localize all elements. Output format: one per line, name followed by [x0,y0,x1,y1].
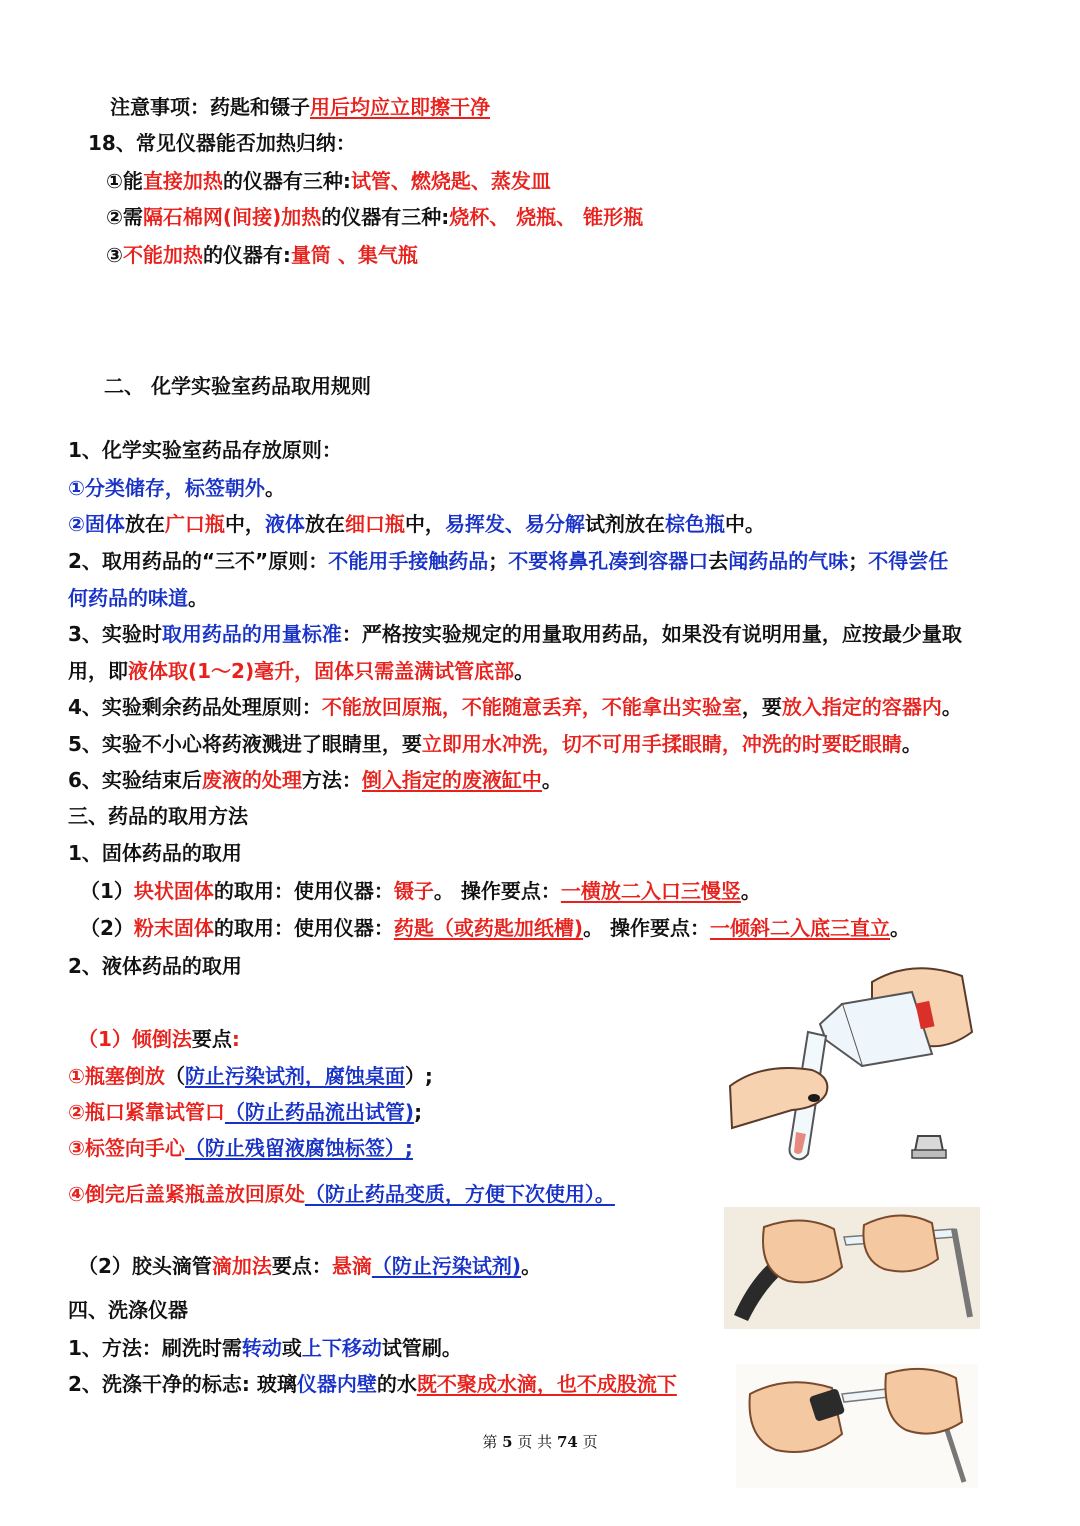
text-run: 不能用手接触药品 [328,549,489,573]
line-5 [106,240,418,270]
text-run: 转动 [241,1336,282,1360]
line-20 [80,913,910,943]
text-run: 三、药品的取用方法 [68,804,248,828]
page-footer [0,1431,1080,1452]
text-run: 。 [901,732,922,756]
text-run: 块状固体 [133,879,214,903]
text-run: ：严格按实验规定的用量取用药品，如果没有说明用量，应按最少量取 [341,622,962,646]
text-run: （防止残留液腐蚀标签）; [184,1136,413,1160]
text-run: 的仪器有三种: [222,169,351,193]
text-run: 试管刷。 [381,1336,462,1360]
text-run: 量筒 、集气瓶 [290,243,418,267]
text-run: 既不聚成水滴，也不成股流下 [416,1372,677,1396]
text-run: 或 [281,1336,302,1360]
stopper-insertion-illustration [736,1364,978,1488]
text-run: 镊子 [393,879,434,903]
text-run: 不能加热 [122,243,203,267]
text-run: 18、常见仪器能否加热归纳： [88,131,356,155]
text-run: 1、化学实验室药品存放原则： [68,438,342,462]
line-7 [68,435,342,465]
line-9 [68,509,765,539]
line-8 [68,473,285,503]
text-run: 5、实验不小心将药液溅进了眼睛里，要 [68,732,422,756]
text-run: 方法： [301,768,362,792]
text-run: 废液的处理 [201,768,302,792]
text-run: 易挥发、易分解 [444,512,585,536]
text-run: 的仪器有三种: [321,205,450,229]
text-run: 细口瓶 [344,512,405,536]
text-run: ③ [106,243,123,267]
text-run: 药匙（或药匙加纸槽) [393,916,584,940]
text-run: 液体 [264,512,305,536]
text-run: 滴加法 [211,1254,272,1278]
text-run: 。 操作要点： [433,879,561,903]
line-25 [68,1133,413,1163]
line-12 [68,619,962,649]
text-run: 闻药品的气味 [728,549,849,573]
line-27 [78,1251,541,1281]
pouring-illustration [722,962,980,1162]
footer-prefix: 第 [482,1433,498,1451]
text-run: （防止污染试剂) [371,1254,522,1278]
line-30 [68,1369,677,1399]
text-run: 。 [740,879,761,903]
text-run: （ [164,1064,185,1088]
text-run: 仪器内壁 [296,1372,377,1396]
footer-total-pages: 74 [556,1433,578,1451]
text-run: 试剂放在 [584,512,665,536]
text-run: ; [414,1100,423,1124]
footer-page-number: 5 [502,1433,513,1451]
footer-middle: 页 共 [517,1433,553,1451]
line-26 [68,1179,615,1209]
text-run: 放在 [304,512,345,536]
text-run: 。 操作要点： [583,916,711,940]
text-run: 用，即 [68,659,128,683]
line-13 [68,656,534,686]
text-run: 不要将鼻孔凑到容器口 [508,549,709,573]
line-23 [68,1061,433,1091]
text-run: 不能放回原瓶，不能随意丢弃，不能拿出实验室 [321,695,742,719]
line-1 [110,92,490,122]
text-run: 2、洗涤干净的标志: 玻璃 [68,1372,297,1396]
line-24 [68,1097,422,1127]
text-run: 四、洗涤仪器 [68,1298,188,1322]
text-run: 液体取(1～2)毫升，固体只需盖满试管底部 [128,659,515,683]
line-21 [68,951,242,981]
text-run: 的仪器有: [202,243,291,267]
text-run: 隔石棉网(间接)加热 [142,205,322,229]
text-run: 的取用：使用仪器： [213,879,394,903]
text-run: （2） [80,916,134,940]
text-run: 中， [404,512,445,536]
text-run: （2）胶头滴管 [78,1254,212,1278]
line-11 [68,583,208,613]
text-run: 。 [941,695,962,719]
text-run: 1、固体药品的取用 [68,841,242,865]
text-run: 中。 [724,512,765,536]
text-run: 倒入指定的废液缸中 [361,768,542,792]
text-run: 去 [708,549,729,573]
text-run: 一横放二入口三慢竖 [560,879,741,903]
text-run: : [231,1027,240,1051]
line-18 [68,838,242,868]
text-run: 3、实验时 [68,622,162,646]
text-run: 4、实验剩余药品处理原则： [68,695,322,719]
text-run: ①能 [106,169,143,193]
text-run: 的取用：使用仪器： [213,916,394,940]
section-heading-3 [68,801,248,831]
text-run: 粉末固体 [133,916,214,940]
line-2 [88,128,356,158]
text-run: （1）倾倒法 [78,1027,192,1051]
text-run: ②瓶口紧靠试管口 [68,1100,225,1124]
text-run: 1、方法：刷洗时需 [68,1336,242,1360]
text-run: 。 [890,916,911,940]
text-run: ）; [404,1064,433,1088]
line-3 [106,166,551,196]
text-run: 的水 [376,1372,417,1396]
text-run: 放在 [124,512,165,536]
text-run: ； [488,549,509,573]
text-run: ④倒完后盖紧瓶盖放回原处 [68,1182,305,1206]
tube-connection-illustration [724,1207,980,1329]
line-29 [68,1333,462,1363]
text-run: ①瓶塞倒放 [68,1064,165,1088]
text-run: 试管、燃烧匙、蒸发皿 [350,169,551,193]
text-run: ②需 [106,205,143,229]
text-run: 。 [514,659,535,683]
section-heading-2 [104,371,371,401]
text-run: 何药品的味道 [68,586,188,610]
text-run: 要点： [271,1254,332,1278]
text-run: 一倾斜二入底三直立 [710,916,891,940]
text-run: 直接加热 [142,169,223,193]
line-16 [68,765,562,795]
text-run: ，要 [741,695,782,719]
line-19 [80,876,761,906]
text-run: 立即用水冲洗，切不可用手揉眼睛，冲洗的时要眨眼睛 [421,732,902,756]
line-14 [68,692,962,722]
text-run: （防止药品流出试管) [224,1100,415,1124]
text-run: 2、取用药品的“三不”原则： [68,549,329,573]
text-run: 2、液体药品的取用 [68,954,242,978]
text-run: ； [848,549,869,573]
text-run: 悬滴 [331,1254,372,1278]
line-4 [106,202,643,232]
line-22 [78,1024,240,1054]
text-run: ②固体 [68,512,125,536]
text-run: 防止污染试剂，腐蚀桌面 [184,1064,405,1088]
text-run: （1） [80,879,134,903]
text-run: 不得尝任 [868,549,949,573]
line-10 [68,546,948,576]
text-run: 广口瓶 [164,512,225,536]
text-run: 。 [264,476,285,500]
text-run: 6、实验结束后 [68,768,202,792]
text-run: 要点 [191,1027,232,1051]
text-run: ③标签向手心 [68,1136,185,1160]
text-run: 。 [188,586,208,610]
text-run: （防止药品变质，方便下次使用）。 [304,1182,615,1206]
text-run: 中， [224,512,265,536]
text-run: 注意事项：药匙和镊子 [110,95,310,119]
text-run: ①分类储存，标签朝外 [68,476,265,500]
line-15 [68,729,922,759]
text-run: 取用药品的用量标准 [161,622,342,646]
text-run: 。 [521,1254,542,1278]
text-run: 上下移动 [301,1336,382,1360]
text-run: 放入指定的容器内 [781,695,942,719]
text-run: 。 [541,768,562,792]
text-run: 用后均应立即擦干净 [310,95,490,119]
text-run: 棕色瓶 [664,512,725,536]
text-run: 烧杯、 烧瓶、 锥形瓶 [449,205,644,229]
footer-suffix: 页 [582,1433,598,1451]
text-run: 二、 化学实验室药品取用规则 [104,374,371,398]
section-heading-4 [68,1295,188,1325]
